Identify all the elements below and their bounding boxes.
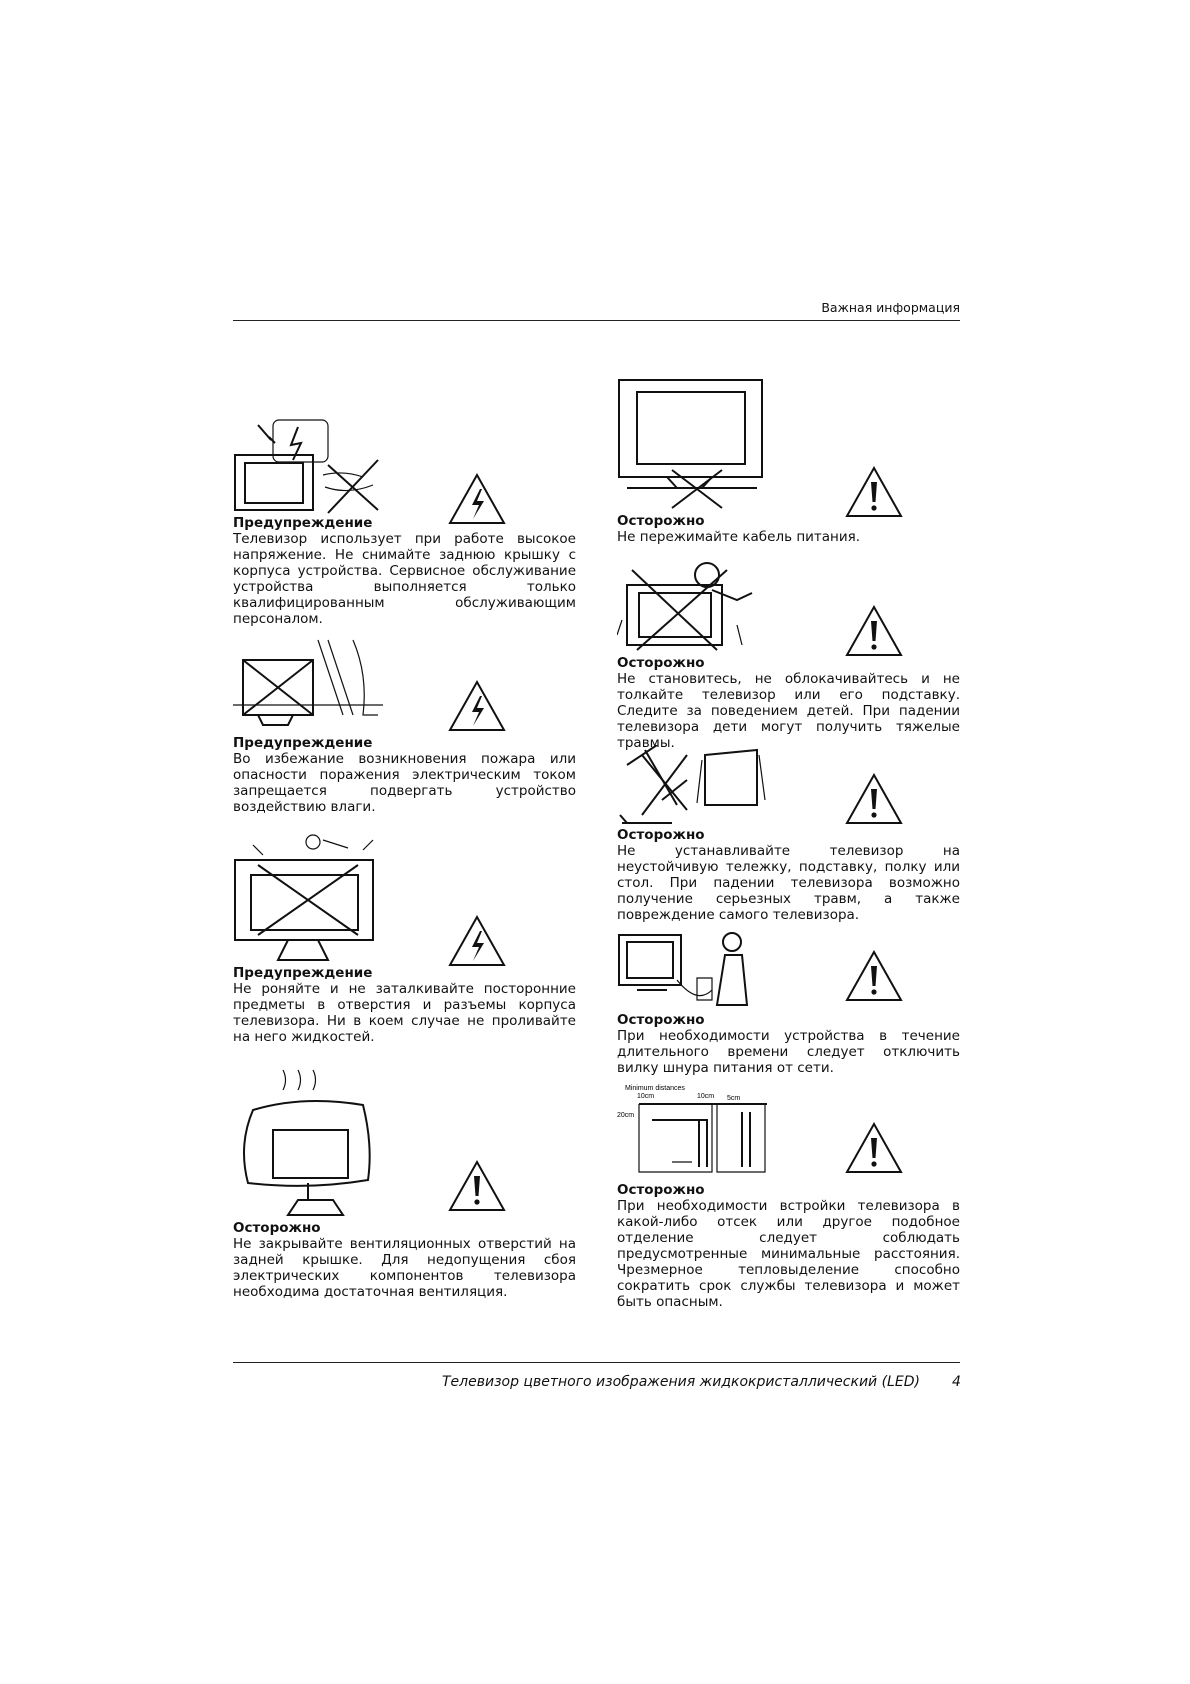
section-heading: Осторожно [233, 1220, 321, 1236]
distance-label-20cm: 20cm [617, 1112, 635, 1119]
distance-label-10cm: 10cm [637, 1093, 655, 1100]
distance-label-5cm: 5cm [727, 1095, 741, 1102]
section-heading: Осторожно [617, 827, 705, 843]
caution-exclamation-icon [845, 605, 903, 657]
right-section-5 [617, 1082, 960, 1310]
footer-rule [233, 1362, 960, 1363]
section-text: Не становитесь, не облокачивайтесь и не толкайте телевизор или его подставку. Следите за поведением детей. При падении телевизора дети могут получить тяжелые травмы. [617, 671, 960, 751]
tv-high-voltage-illustration [233, 415, 383, 515]
right-section-2 [617, 555, 960, 751]
section-text: При необходимости устройства в течение длительного времени следует отключить вилку шнура питания от сети. [617, 1028, 960, 1076]
tv-power-cable-illustration [617, 378, 767, 513]
left-section-2 [233, 625, 576, 815]
right-section-1 [617, 378, 960, 545]
section-text: Не роняйте и не заталкивайте посторонние предметы в отверстия и разъемы корпуса телевизора. Ни в коем случае не проливайте на него жидкостей. [233, 981, 576, 1045]
tv-moisture-illustration [233, 635, 383, 735]
high-voltage-warning-icon [448, 680, 506, 732]
high-voltage-warning-icon [448, 473, 506, 525]
tv-ventilation-illustration [233, 1065, 383, 1220]
section-text: Не пережимайте кабель питания. [617, 529, 861, 545]
tv-foreign-objects-illustration [233, 830, 383, 965]
caution-exclamation-icon [845, 1122, 903, 1174]
caution-exclamation-icon [845, 950, 903, 1002]
section-text: Во избежание возникновения пожара или опасности поражения электрическим током запрещается подвергать устройство воздействию влаги. [233, 751, 576, 815]
right-section-4 [617, 930, 960, 1076]
right-section-3 [617, 745, 960, 923]
caution-exclamation-icon [845, 466, 903, 518]
caution-exclamation-icon [845, 773, 903, 825]
section-heading: Осторожно [617, 1012, 705, 1028]
section-heading: Осторожно [617, 655, 705, 671]
min-distances-label: Minimum distances [625, 1085, 685, 1092]
section-text: Не устанавливайте телевизор на неустойчивую тележку, подставку, полку или стол. При падении телевизора возможно получение серьезных травм, а также повреждение самого телевизора. [617, 843, 960, 923]
section-heading: Предупреждение [233, 735, 373, 751]
tv-unstable-stand-illustration [617, 745, 767, 827]
min-distances-illustration [617, 1082, 777, 1182]
section-heading: Предупреждение [233, 515, 373, 531]
left-section-3 [233, 830, 576, 1045]
tv-unplug-illustration [617, 930, 767, 1012]
left-section-1 [233, 415, 576, 627]
section-text: Телевизор использует при работе высокое напряжение. Не снимайте заднюю крышку с корпуса устройства. Сервисное обслуживание устройства выполняется только квалифицированным обслуживающим персоналом. [233, 531, 576, 627]
left-section-4 [233, 1065, 576, 1300]
page-number: 4 [952, 1374, 961, 1390]
section-text: При необходимости встройки телевизора в какой-либо отсек или другое подобное отделение следует соблюдать предусмотренные минимальные расстояния. Чрезмерное тепловыделение способно сократить срок службы телевизора и может быть опасным. [617, 1198, 960, 1310]
footer-title: Телевизор цветного изображения жидкокристаллический (LED) [442, 1374, 920, 1390]
page-header-title: Важная информация [821, 300, 960, 315]
header-rule [233, 320, 960, 321]
caution-exclamation-icon [448, 1160, 506, 1212]
tv-child-climbing-illustration [617, 555, 767, 655]
distance-label-10cm: 10cm [697, 1093, 715, 1100]
section-heading: Предупреждение [233, 965, 373, 981]
section-heading: Осторожно [617, 513, 705, 529]
section-heading: Осторожно [617, 1182, 705, 1198]
section-text: Не закрывайте вентиляционных отверстий на задней крышке. Для недопущения сбоя электрических компонентов телевизора необходима достаточная вентиляция. [233, 1236, 576, 1300]
high-voltage-warning-icon [448, 915, 506, 967]
